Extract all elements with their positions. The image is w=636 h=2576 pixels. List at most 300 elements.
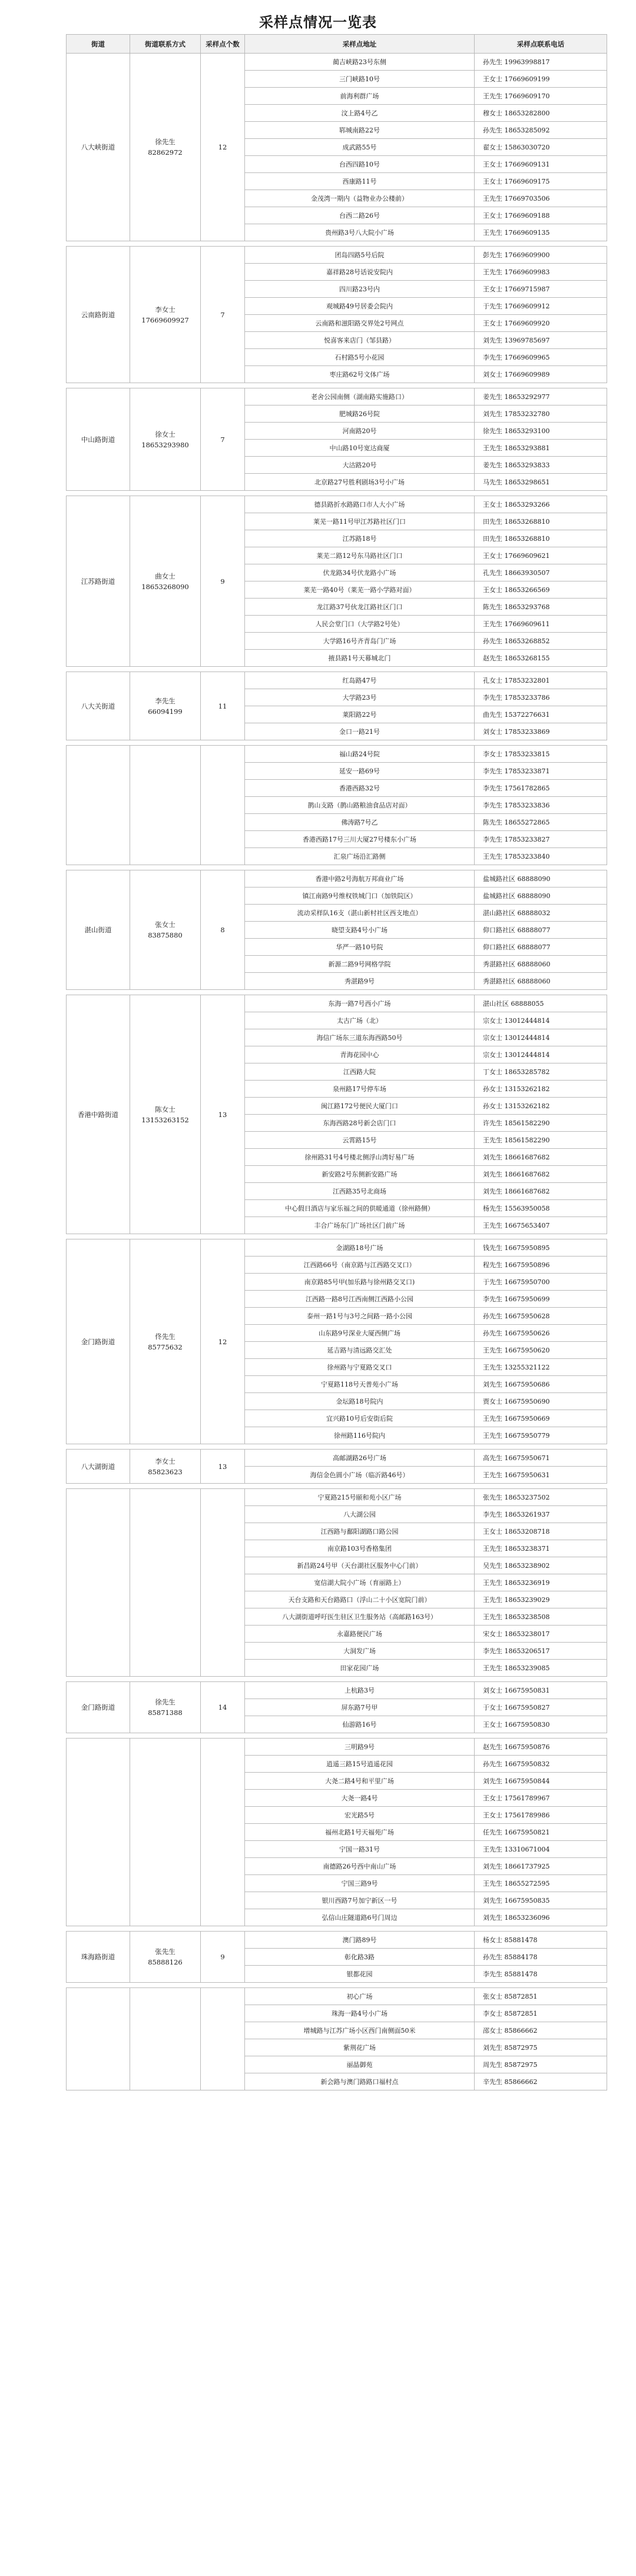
site-address: 肥城路26号院 [245, 405, 475, 423]
street-name [67, 1489, 130, 1677]
site-contact: 姜先生 18653293833 [475, 457, 607, 474]
site-contact: 刘女士 16675950831 [475, 1682, 607, 1699]
site-contact: 王先生 18653238371 [475, 1540, 607, 1557]
page-title: 采样点情况一览表 [259, 14, 377, 31]
street-contact-name: 李先生 [155, 696, 175, 705]
site-contact: 田先生 18653268810 [475, 530, 607, 547]
table-row [67, 54, 607, 71]
street-name: 云南路街道 [67, 247, 130, 383]
separator-cell [67, 865, 607, 870]
site-contact: 王女士 16675950830 [475, 1716, 607, 1733]
site-address: 三门峡路10号 [245, 71, 475, 88]
site-address: 增城路与江苏广场小区西门南侧面50米 [245, 2022, 475, 2039]
site-contact: 陈先生 18653293768 [475, 599, 607, 616]
street-contact [130, 1988, 201, 2090]
site-address: 南京路103号香格集团 [245, 1540, 475, 1557]
separator-cell [67, 1234, 607, 1239]
site-address: 八大湖街道呼吁医生驻区卫生服务站（高邮路163号） [245, 1608, 475, 1626]
site-address: 大学路23号 [245, 689, 475, 706]
site-contact: 王先生 18653239029 [475, 1591, 607, 1608]
site-contact: 王先生 17669609170 [475, 88, 607, 105]
site-contact: 张先生 18653237502 [475, 1489, 607, 1506]
site-address: 屏东路7号甲 [245, 1699, 475, 1716]
site-address: 云霄路15号 [245, 1132, 475, 1149]
site-contact: 盐城路社区 68888090 [475, 870, 607, 888]
site-address: 银都花园 [245, 1966, 475, 1983]
site-count [201, 1739, 245, 1926]
site-contact: 徐先生 18653293100 [475, 423, 607, 440]
separator-cell [67, 1444, 607, 1450]
street-contact-name: 陈女士 [155, 1105, 175, 1114]
site-contact: 许先生 18561582290 [475, 1115, 607, 1132]
site-address: 莱芜一路40号（莱芜一路小学路对面） [245, 581, 475, 599]
street-name: 江苏路街道 [67, 496, 130, 667]
site-address: 金茂湾一期内（益物业办公楼前） [245, 190, 475, 207]
site-contact: 王先生 17669609983 [475, 264, 607, 281]
table-row [67, 1450, 607, 1467]
site-contact: 杨先生 15563950058 [475, 1200, 607, 1217]
site-address: 龙江路37号伙龙江路社区门口 [245, 599, 475, 616]
site-contact: 孔女士 17853232801 [475, 672, 607, 689]
site-contact: 宗女士 13012444814 [475, 1046, 607, 1063]
separator-cell [67, 1733, 607, 1739]
site-contact: 李先生 18653261937 [475, 1506, 607, 1523]
group-separator [67, 1733, 607, 1739]
separator-cell [67, 383, 607, 388]
site-address: 福州北路1号天福苑广场 [245, 1824, 475, 1841]
site-contact: 孙先生 19963998817 [475, 54, 607, 71]
site-address: 新会路与澳门路路口福村点 [245, 2073, 475, 2090]
site-contact: 李女士 17853233815 [475, 746, 607, 763]
site-count [201, 1988, 245, 2090]
separator-cell [67, 241, 607, 247]
site-address: 中山路10号宽达商厦 [245, 440, 475, 457]
street-contact-phone: 85775632 [148, 1342, 183, 1351]
site-contact: 王先生 18653293881 [475, 440, 607, 457]
site-contact: 王先生 18561582290 [475, 1132, 607, 1149]
site-contact: 刘先生 18661687682 [475, 1149, 607, 1166]
table-row [67, 1988, 607, 2005]
site-address: 田家花园广场 [245, 1660, 475, 1677]
street-contact-phone: 18653293980 [141, 440, 189, 449]
table-row [67, 1932, 607, 1949]
site-address: 延安一路69号 [245, 763, 475, 780]
site-address: 金坛路18号院内 [245, 1393, 475, 1410]
table-row [67, 1739, 607, 1756]
site-address: 金湖路18号广场 [245, 1239, 475, 1257]
site-contact: 孙先生 16675950832 [475, 1756, 607, 1773]
sampling-table [66, 34, 607, 2090]
group-separator [67, 1484, 607, 1489]
site-count: 9 [201, 1932, 245, 1983]
group-separator [67, 491, 607, 496]
site-address: 仙游路16号 [245, 1716, 475, 1733]
site-address: 太古广场（北） [245, 1012, 475, 1029]
table-row [67, 1489, 607, 1506]
site-contact: 王先生 16675950620 [475, 1342, 607, 1359]
site-contact: 穆女士 18653282800 [475, 105, 607, 122]
site-address: 嘉祥路28号话说安院内 [245, 264, 475, 281]
street-contact [130, 1739, 201, 1926]
site-contact: 钱先生 16675950895 [475, 1239, 607, 1257]
site-address: 莱芜二路12号东马路社区门口 [245, 547, 475, 564]
site-address: 紫荆花广场 [245, 2039, 475, 2056]
site-contact: 王先生 16675653407 [475, 1217, 607, 1234]
separator-cell [67, 1677, 607, 1682]
site-address: 观城路49号居委会院内 [245, 298, 475, 315]
site-address: 江西路35号北商场 [245, 1183, 475, 1200]
site-address: 彰化路3路 [245, 1949, 475, 1966]
separator-cell [67, 1484, 607, 1489]
site-contact: 李先生 17669609965 [475, 349, 607, 366]
site-contact: 翟女士 15863030720 [475, 139, 607, 156]
site-contact: 赵先生 16675950876 [475, 1739, 607, 1756]
street-contact-phone: 83875880 [148, 931, 183, 939]
site-contact: 杨女士 85881478 [475, 1932, 607, 1949]
street-contact-phone: 66094199 [148, 707, 183, 716]
site-address: 宜兴路10号后安街后院 [245, 1410, 475, 1427]
site-contact: 孙先生 85884178 [475, 1949, 607, 1966]
site-contact: 刘先生 16675950844 [475, 1773, 607, 1790]
street-contact-name: 李女士 [155, 305, 175, 314]
street-contact [130, 54, 201, 241]
site-contact: 王先生 18655272595 [475, 1875, 607, 1892]
group-separator [67, 865, 607, 870]
site-contact: 王先生 17669703506 [475, 190, 607, 207]
street-name: 金门路街道 [67, 1239, 130, 1444]
separator-cell [67, 740, 607, 746]
street-contact-phone: 18653268090 [141, 582, 189, 591]
site-address: 前海利群广场 [245, 88, 475, 105]
table-row [67, 388, 607, 405]
site-address: 上杭路3号 [245, 1682, 475, 1699]
site-contact: 姜先生 18653292977 [475, 388, 607, 405]
site-address: 大尧一路4号 [245, 1790, 475, 1807]
street-name: 八大关街道 [67, 672, 130, 740]
site-address: 石村路5号小花园 [245, 349, 475, 366]
site-contact: 赵先生 18653268155 [475, 650, 607, 667]
street-contact-phone: 17669609927 [141, 315, 189, 324]
street-name: 中山路街道 [67, 388, 130, 491]
separator-cell [67, 667, 607, 672]
site-address: 老舍公园南侧（湖南路实施路口） [245, 388, 475, 405]
street-contact [130, 995, 201, 1234]
table-row [67, 672, 607, 689]
site-address: 宁夏路118号天普苑小广场 [245, 1376, 475, 1393]
site-address: 香港西路17号三川大厦27号楼东小广场 [245, 831, 475, 848]
site-address: 弘信山庄隧道路6号门周边 [245, 1909, 475, 1926]
site-contact: 王女士 17669609188 [475, 207, 607, 224]
street-contact-name: 徐先生 [155, 1698, 175, 1706]
site-address: 莱芜一路11号甲江苏路社区门口 [245, 513, 475, 530]
site-address: 徐州路31号4号楼北侧浮山湾好易广场 [245, 1149, 475, 1166]
site-count: 7 [201, 388, 245, 491]
site-count: 13 [201, 995, 245, 1234]
site-contact: 邵女士 85866662 [475, 2022, 607, 2039]
street-contact-name: 佟先生 [155, 1332, 175, 1341]
site-contact: 马先生 18653298651 [475, 474, 607, 491]
street-contact [130, 496, 201, 667]
street-contact [130, 1932, 201, 1983]
site-contact: 王先生 16675950779 [475, 1427, 607, 1444]
header-site-contact: 采样点联系电话 [475, 35, 607, 54]
site-address: 人民会堂门口（大学路2号处） [245, 616, 475, 633]
site-address: 中心假日酒店与家乐福之间的供暖通道（徐州路侧） [245, 1200, 475, 1217]
site-contact: 田先生 18653268810 [475, 513, 607, 530]
site-contact: 王女士 17669609920 [475, 315, 607, 332]
site-address: 宁夏路215号颐和苑小区广场 [245, 1489, 475, 1506]
site-address: 悦喜客来店门（邹县路） [245, 332, 475, 349]
site-contact: 王先生 17853233840 [475, 848, 607, 865]
street-contact [130, 870, 201, 990]
street-contact-phone: 85888126 [148, 1958, 183, 1966]
site-address: 香港西路32号 [245, 780, 475, 797]
site-address: 华严一路10号院 [245, 939, 475, 956]
site-contact: 王女士 17561789967 [475, 1790, 607, 1807]
site-address: 掖县路1号天幕城北门 [245, 650, 475, 667]
site-address: 福山路24号院 [245, 746, 475, 763]
site-contact: 高先生 16675950671 [475, 1450, 607, 1467]
site-contact: 于先生 16675950700 [475, 1274, 607, 1291]
site-address: 伏龙路34号伏龙路小广场 [245, 564, 475, 581]
group-separator [67, 990, 607, 995]
site-address: 南京路85号甲(加乐路与徐州路交叉口) [245, 1274, 475, 1291]
street-contact-phone: 85871388 [148, 1709, 183, 1717]
separator-cell [67, 1983, 607, 1988]
header-site-address: 采样点地址 [245, 35, 475, 54]
table-row [67, 995, 607, 1012]
site-address: 泰州一路1号与3号之间路一路小公园 [245, 1308, 475, 1325]
group-separator [67, 1677, 607, 1682]
table-header [67, 35, 607, 54]
site-contact: 李先生 17853233836 [475, 797, 607, 814]
site-address: 徐州路116号院内 [245, 1427, 475, 1444]
site-contact: 刘先生 18661687682 [475, 1166, 607, 1183]
header-street-contact: 街道联系方式 [130, 35, 201, 54]
site-contact: 宋女士 18653238017 [475, 1626, 607, 1643]
site-address: 江苏路18号 [245, 530, 475, 547]
street-contact-name: 张女士 [155, 920, 175, 929]
group-separator [67, 1234, 607, 1239]
site-contact: 孙先生 16675950626 [475, 1325, 607, 1342]
site-contact: 丁女士 18653285782 [475, 1063, 607, 1081]
site-contact: 宗女士 13012444814 [475, 1012, 607, 1029]
site-address: 徐州路与宁夏路交叉口 [245, 1359, 475, 1376]
site-address: 宏光路5号 [245, 1807, 475, 1824]
site-contact: 王女士 17669609175 [475, 173, 607, 190]
site-address: 郓城南路22号 [245, 122, 475, 139]
street-name [67, 746, 130, 865]
site-address: 莱阳路22号 [245, 706, 475, 723]
group-separator [67, 740, 607, 746]
site-address: 山东路9号深业大厦西侧广场 [245, 1325, 475, 1342]
site-address: 四川路23号内 [245, 281, 475, 298]
table-row [67, 1239, 607, 1257]
street-contact [130, 247, 201, 383]
site-address: 海信广场东三道东海西路50号 [245, 1029, 475, 1046]
street-contact-phone: 85823623 [148, 1467, 183, 1476]
street-name [67, 1739, 130, 1926]
site-contact: 宗女士 13012444814 [475, 1029, 607, 1046]
street-contact-name: 李女士 [155, 1457, 175, 1465]
site-address: 台西二路26号 [245, 207, 475, 224]
site-contact: 程先生 16675950896 [475, 1257, 607, 1274]
site-contact: 王女士 18653293266 [475, 496, 607, 513]
site-address: 银川西路7号加宁新区一号 [245, 1892, 475, 1909]
site-contact: 李女士 85872851 [475, 2005, 607, 2022]
site-contact: 刘女士 17853233869 [475, 723, 607, 740]
site-address: 德县路折水路路口市人大小广场 [245, 496, 475, 513]
site-contact: 仰口路社区 68888077 [475, 922, 607, 939]
site-contact: 王女士 17669609621 [475, 547, 607, 564]
site-count: 12 [201, 1239, 245, 1444]
site-address: 新安路2号东侧新安路广场 [245, 1166, 475, 1183]
site-contact: 彭先生 17669609900 [475, 247, 607, 264]
site-contact: 王先生 17669609611 [475, 616, 607, 633]
street-contact [130, 388, 201, 491]
site-contact: 刘先生 18653236096 [475, 1909, 607, 1926]
group-separator [67, 1444, 607, 1450]
site-address: 大尧二路4号和平里广场 [245, 1773, 475, 1790]
site-address: 永嘉路便民广场 [245, 1626, 475, 1643]
street-contact [130, 1450, 201, 1484]
header-street: 街道 [67, 35, 130, 54]
street-name: 湛山街道 [67, 870, 130, 990]
site-address: 南德路26号西中南山广场 [245, 1858, 475, 1875]
site-address: 镇江南路9号维权铁城门口（加铁院区） [245, 888, 475, 905]
site-address: 丽晶御苑 [245, 2056, 475, 2073]
site-address: 晓望支路4号小广场 [245, 922, 475, 939]
table-row [67, 870, 607, 888]
site-contact: 盐城路社区 68888090 [475, 888, 607, 905]
site-contact: 李先生 17561782865 [475, 780, 607, 797]
site-contact: 王先生 18653236919 [475, 1574, 607, 1591]
site-address: 河南路20号 [245, 423, 475, 440]
site-contact: 孙先生 18653268852 [475, 633, 607, 650]
site-contact: 孙女士 13153262182 [475, 1098, 607, 1115]
table-body [67, 54, 607, 2090]
site-count [201, 1489, 245, 1677]
site-contact: 秀湛路社区 68888060 [475, 973, 607, 990]
site-address: 青海花园中心 [245, 1046, 475, 1063]
site-contact: 刘先生 13969785697 [475, 332, 607, 349]
street-name: 香港中路街道 [67, 995, 130, 1234]
site-address: 贵州路3号八大院小广场 [245, 224, 475, 241]
separator-cell [67, 491, 607, 496]
site-contact: 孙先生 18653285092 [475, 122, 607, 139]
site-contact: 吴先生 18653238902 [475, 1557, 607, 1574]
group-separator [67, 383, 607, 388]
separator-cell [67, 1926, 607, 1932]
site-contact: 孔先生 18663930507 [475, 564, 607, 581]
site-address: 八大湖公园 [245, 1506, 475, 1523]
site-contact: 李先生 17853233871 [475, 763, 607, 780]
street-contact [130, 672, 201, 740]
table-row [67, 496, 607, 513]
site-address: 鹊山支路（鹊山路粮油食品店对面） [245, 797, 475, 814]
table-row [67, 746, 607, 763]
site-address: 团岛四路5号后院 [245, 247, 475, 264]
site-contact: 李先生 17853233827 [475, 831, 607, 848]
site-contact: 李先生 16675950699 [475, 1291, 607, 1308]
site-contact: 刘先生 16675950686 [475, 1376, 607, 1393]
site-contact: 王先生 16675950669 [475, 1410, 607, 1427]
street-name: 金门路街道 [67, 1682, 130, 1733]
street-name [67, 1988, 130, 2090]
site-address: 闽江路172号便民大厦门口 [245, 1098, 475, 1115]
site-contact: 于先生 17669609912 [475, 298, 607, 315]
street-contact [130, 1239, 201, 1444]
table-row [67, 247, 607, 264]
site-address: 蔺吉峡路23号东侧 [245, 54, 475, 71]
street-contact-name: 张先生 [155, 1947, 175, 1956]
table-row [67, 1682, 607, 1699]
site-contact: 陈先生 18655272865 [475, 814, 607, 831]
site-address: 佛涛路7号乙 [245, 814, 475, 831]
site-address: 珠海一路4号小广场 [245, 2005, 475, 2022]
site-contact: 刘先生 17853232780 [475, 405, 607, 423]
group-separator [67, 667, 607, 672]
site-contact: 湛山社区 68888055 [475, 995, 607, 1012]
site-address: 江西路66号（南京路与江西路交叉口） [245, 1257, 475, 1274]
site-count [201, 746, 245, 865]
site-contact: 周先生 85872975 [475, 2056, 607, 2073]
street-contact-name: 曲女士 [155, 571, 175, 580]
site-count: 8 [201, 870, 245, 990]
site-count: 13 [201, 1450, 245, 1484]
site-contact: 刘先生 18661687682 [475, 1183, 607, 1200]
site-contact: 王女士 17669715987 [475, 281, 607, 298]
site-contact: 王先生 18653239085 [475, 1660, 607, 1677]
site-address: 西康路11号 [245, 173, 475, 190]
site-address: 高邮湖路26号广场 [245, 1450, 475, 1467]
site-address: 东海一路7号西小广场 [245, 995, 475, 1012]
site-address: 汶上路4号乙 [245, 105, 475, 122]
site-address: 延吉路与清远路交汇处 [245, 1342, 475, 1359]
site-contact: 李先生 85881478 [475, 1966, 607, 1983]
site-contact: 刘先生 85872975 [475, 2039, 607, 2056]
site-contact: 王女士 17669609199 [475, 71, 607, 88]
site-contact: 湛山路社区 68888032 [475, 905, 607, 922]
site-contact: 王女士 18653266569 [475, 581, 607, 599]
site-address: 新源二路9号网格学院 [245, 956, 475, 973]
site-address: 成武路55号 [245, 139, 475, 156]
site-address: 金口一路21号 [245, 723, 475, 740]
separator-cell [67, 990, 607, 995]
site-address: 澳门路89号 [245, 1932, 475, 1949]
site-address: 海信金色圆小广场（临沂路46号） [245, 1467, 475, 1484]
site-contact: 王女士 18653208718 [475, 1523, 607, 1540]
street-contact-phone: 13153263152 [141, 1115, 189, 1124]
site-contact: 王先生 13310671004 [475, 1841, 607, 1858]
street-contact [130, 746, 201, 865]
site-address: 汇泉广场沿汇路侧 [245, 848, 475, 865]
site-contact: 刘先生 18661737925 [475, 1858, 607, 1875]
street-contact [130, 1489, 201, 1677]
site-contact: 王先生 13255321122 [475, 1359, 607, 1376]
site-address: 东海西路28号新会店门口 [245, 1115, 475, 1132]
site-contact: 张女士 85872851 [475, 1988, 607, 2005]
site-contact: 王女士 17669609131 [475, 156, 607, 173]
site-count: 12 [201, 54, 245, 241]
site-contact: 王女士 17561789986 [475, 1807, 607, 1824]
group-separator [67, 1926, 607, 1932]
site-contact: 贾女士 16675950690 [475, 1393, 607, 1410]
site-count: 11 [201, 672, 245, 740]
site-address: 丰合广场东门广场社区门前广场 [245, 1217, 475, 1234]
street-contact-name: 徐先生 [155, 138, 175, 146]
site-address: 云南路和滋阳路交界处2号网点 [245, 315, 475, 332]
